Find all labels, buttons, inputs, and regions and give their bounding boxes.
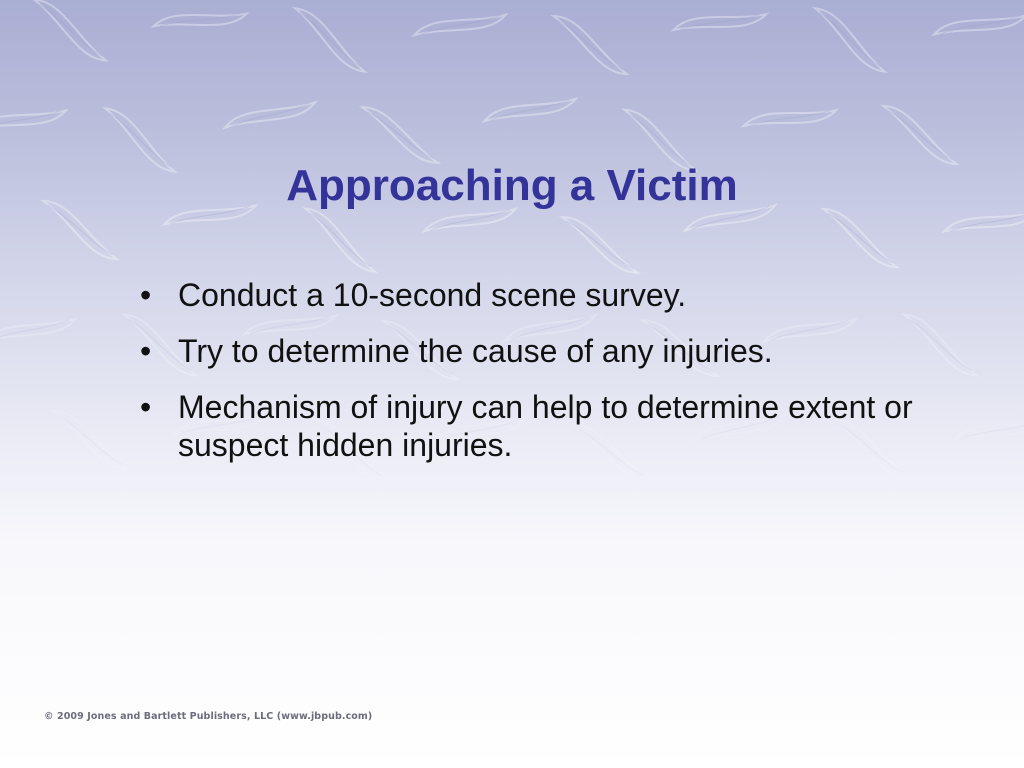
- pattern-row-1: [23, 0, 1024, 77]
- copyright-footer: © 2009 Jones and Bartlett Publishers, LLC (www.jbpub.com): [44, 711, 373, 722]
- bullet-marker: •: [140, 389, 152, 425]
- bullet-text: Try to determine the cause of any injuries.: [178, 333, 773, 369]
- bullet-list: [140, 276, 970, 482]
- bullet-text: Conduct a 10-second scene survey.: [178, 277, 687, 313]
- bullet-text: Mechanism of injury can help to determine extent or suspect hidden injuries.: [178, 389, 913, 463]
- bullet-item: [140, 332, 970, 370]
- bullet-item: [140, 388, 970, 464]
- bullet-marker: •: [140, 333, 152, 369]
- bullet-item: [140, 276, 970, 314]
- slide-title: Approaching a Victim: [286, 161, 738, 210]
- bullet-marker: •: [140, 277, 152, 313]
